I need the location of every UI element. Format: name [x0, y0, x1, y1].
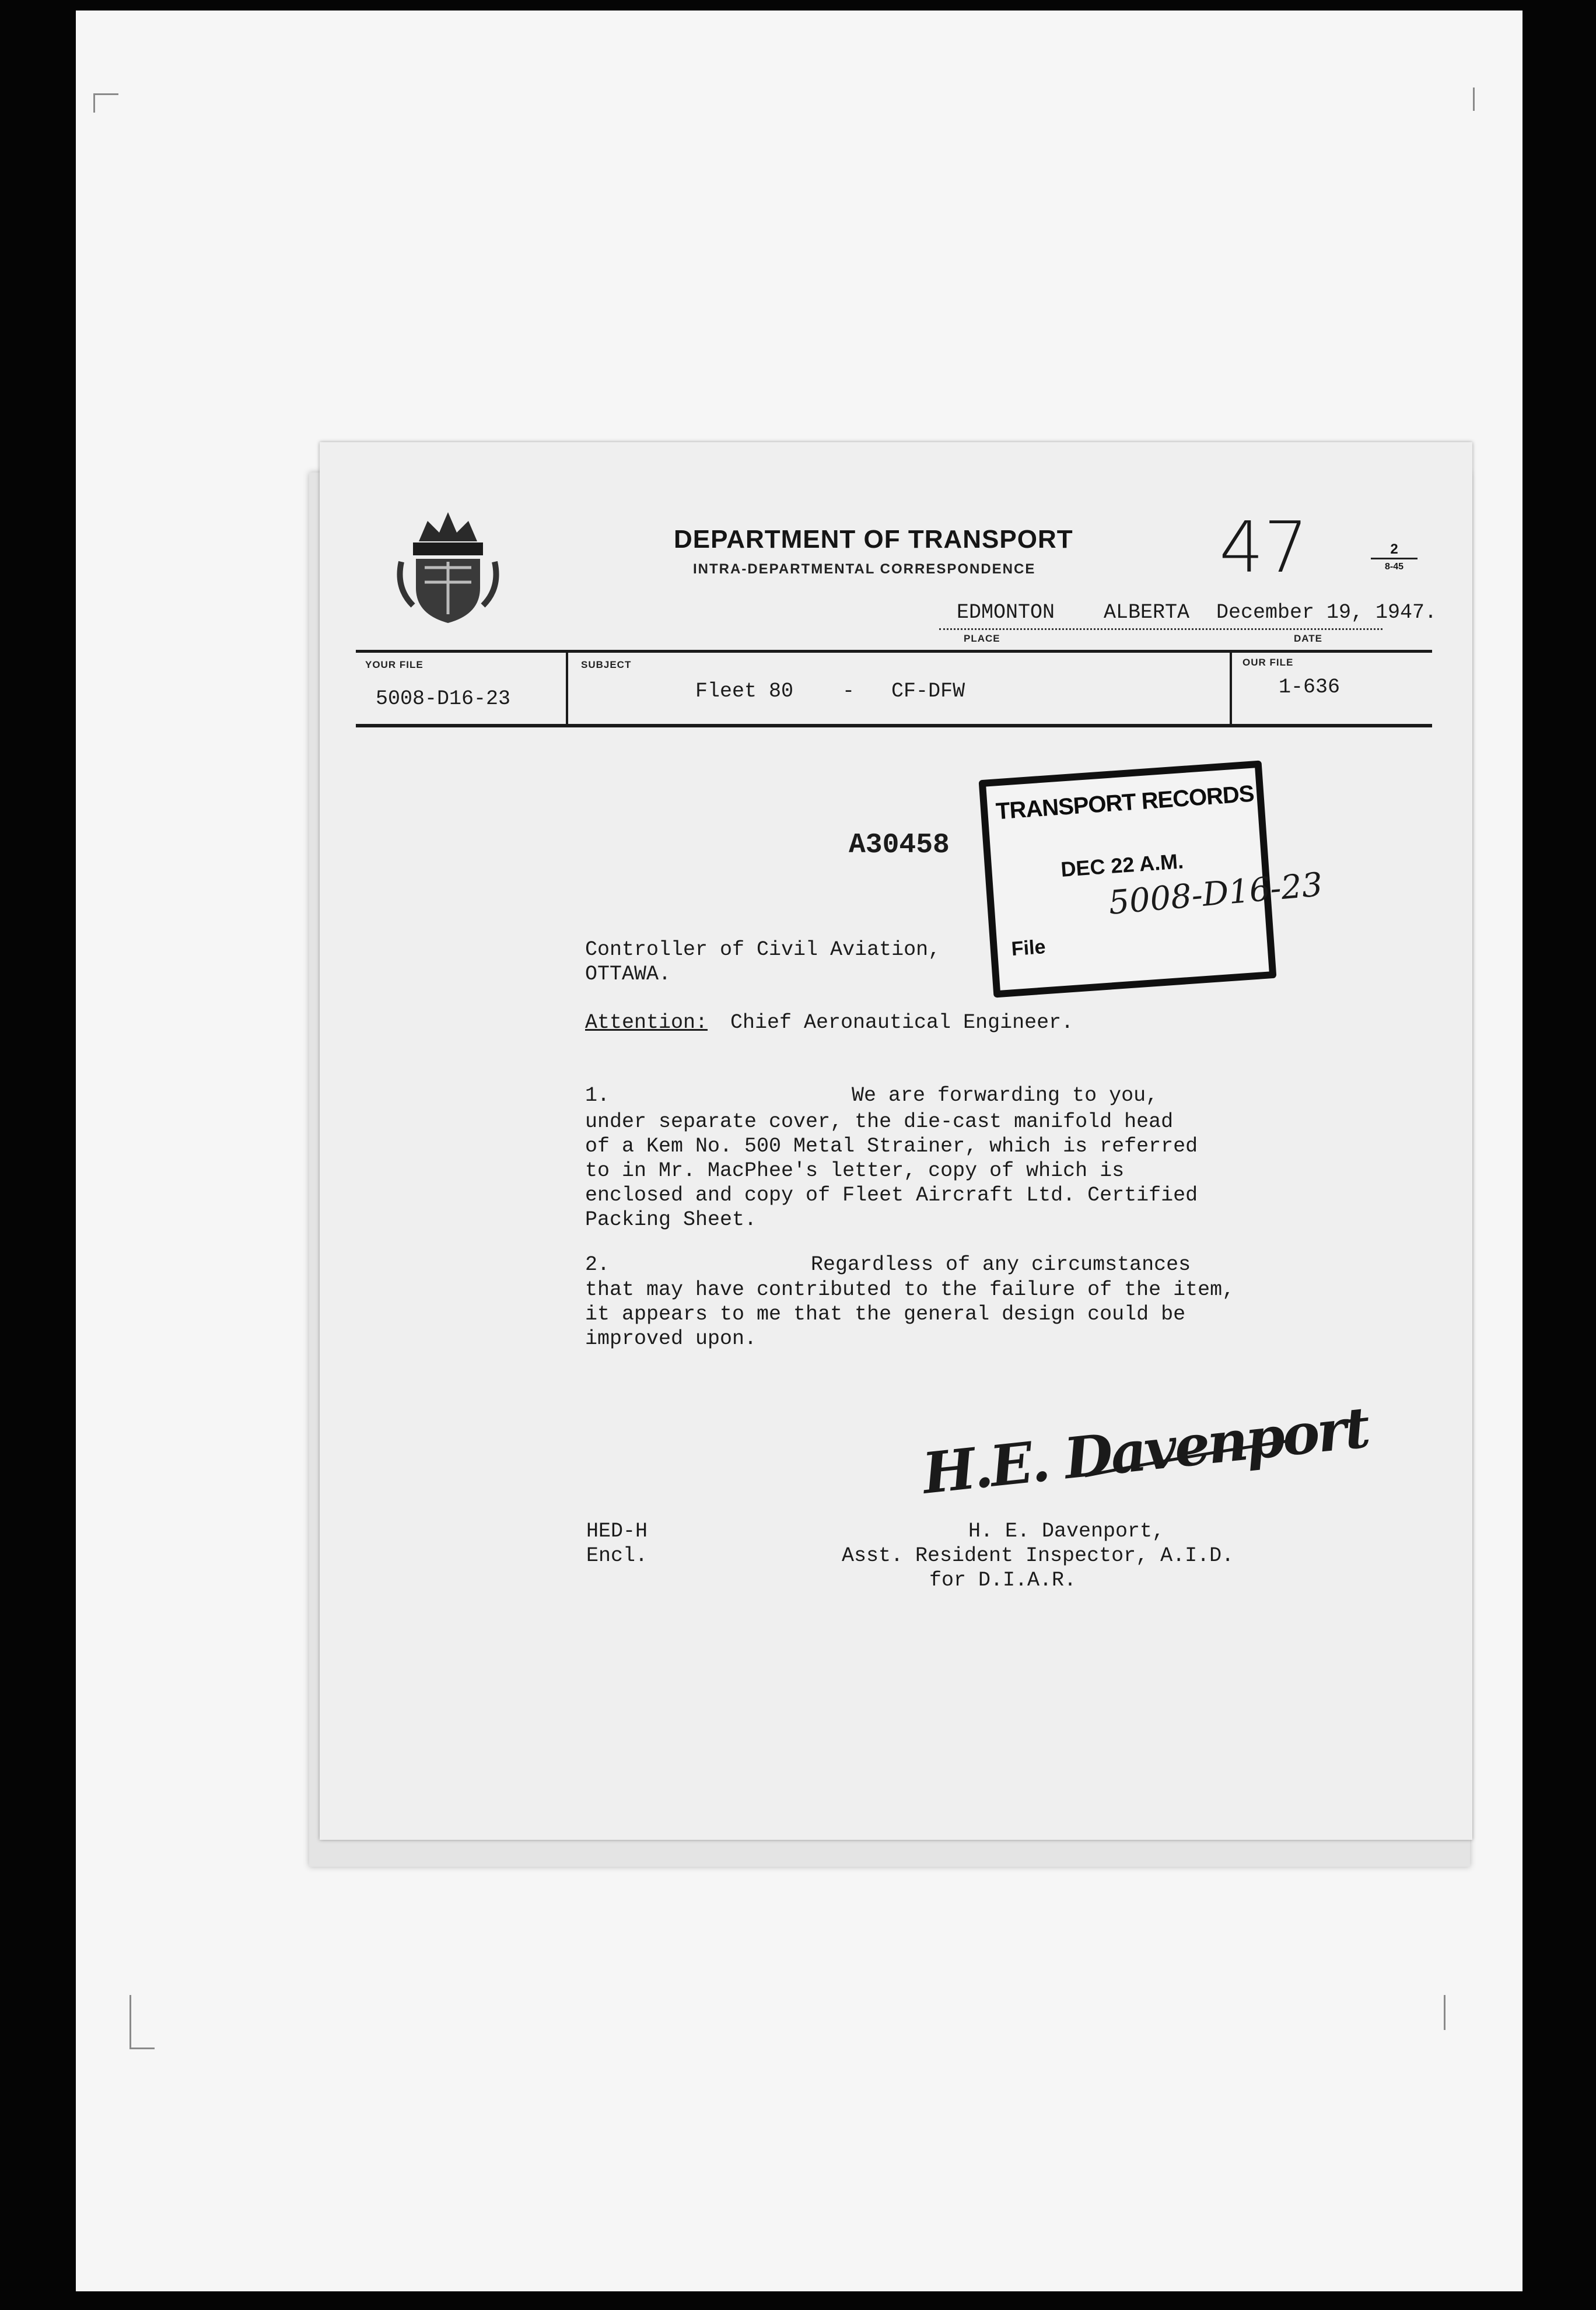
- form-number-top: 2: [1371, 541, 1418, 559]
- date-label: DATE: [1294, 633, 1323, 644]
- file-row-top-rule: [356, 650, 1432, 653]
- handwritten-signature: H.E. Davenport: [919, 1394, 1371, 1507]
- paragraph-2-body: [585, 1278, 1234, 1351]
- file-row-bottom-rule: [356, 724, 1432, 727]
- place-label: PLACE: [964, 633, 1000, 644]
- file-row-divider-1: [566, 651, 568, 726]
- file-row-divider-2: [1230, 651, 1232, 726]
- signatory-title: Asst. Resident Inspector, A.I.D.: [842, 1544, 1234, 1567]
- paragraph-2-line: improved upon.: [585, 1327, 757, 1350]
- your-file-value: 5008-D16-23: [376, 687, 511, 710]
- paragraph-2-line: it appears to me that the general design could be: [585, 1303, 1186, 1326]
- date-value: December 19, 1947.: [1216, 601, 1437, 624]
- stamp-date: DEC 22 A.M.: [1060, 849, 1185, 881]
- department-subtitle: INTRA-DEPARTMENTAL CORRESPONDENCE: [693, 561, 1036, 577]
- reference-number: A30458: [849, 830, 950, 861]
- subject-value: Fleet 80 - CF-DFW: [695, 680, 965, 703]
- attention-label: Attention:: [585, 1011, 708, 1034]
- signature-flourish: [1085, 1435, 1295, 1482]
- form-number: [1371, 541, 1418, 572]
- addressee-line-2: OTTAWA.: [585, 963, 671, 986]
- subject-label: SUBJECT: [581, 659, 632, 670]
- paragraph-1-first-line: We are forwarding to you,: [852, 1084, 1158, 1107]
- signatory-name: H. E. Davenport,: [968, 1520, 1165, 1543]
- form-number-bottom: 8-45: [1384, 562, 1404, 572]
- addressee-line-1: Controller of Civil Aviation,: [585, 938, 941, 961]
- our-file-label: OUR FILE: [1242, 657, 1294, 668]
- place-date-underline: [939, 628, 1382, 630]
- our-file-value: 1-636: [1279, 676, 1340, 699]
- paragraph-2-first-line: Regardless of any circumstances: [811, 1253, 1191, 1276]
- paragraph-2-number: 2.: [585, 1253, 610, 1276]
- attention-text: Chief Aeronautical Engineer.: [730, 1011, 1074, 1034]
- stamp-file-handwritten: 5008-D16-23: [1107, 866, 1324, 922]
- paragraph-2-line: that may have contributed to the failure of the item,: [585, 1278, 1235, 1301]
- paragraph-1-line: under separate cover, the die-cast manifold head: [585, 1110, 1174, 1133]
- paragraph-1-line: enclosed and copy of Fleet Aircraft Ltd. Certified: [585, 1184, 1198, 1207]
- crown-crest-icon: [396, 506, 501, 629]
- enclosure-note: Encl.: [586, 1544, 648, 1567]
- your-file-label: YOUR FILE: [365, 659, 424, 670]
- stamp-file-label: File: [1010, 936, 1046, 961]
- signatory-for: for D.I.A.R.: [929, 1569, 1077, 1592]
- handwritten-page-number: 47: [1219, 508, 1308, 589]
- reference-initials: HED-H: [586, 1520, 648, 1543]
- paragraph-1-line: Packing Sheet.: [585, 1208, 757, 1231]
- paragraph-1-body: [585, 1110, 1198, 1232]
- place-value: EDMONTON ALBERTA: [957, 601, 1190, 624]
- stamp-title: TRANSPORT RECORDS: [995, 780, 1255, 825]
- department-title: DEPARTMENT OF TRANSPORT: [674, 525, 1073, 554]
- paragraph-1-line: of a Kem No. 500 Metal Strainer, which is referred: [585, 1135, 1198, 1158]
- paragraph-1-line: to in Mr. MacPhee's letter, copy of which is: [585, 1159, 1125, 1182]
- paragraph-1-number: 1.: [585, 1084, 610, 1107]
